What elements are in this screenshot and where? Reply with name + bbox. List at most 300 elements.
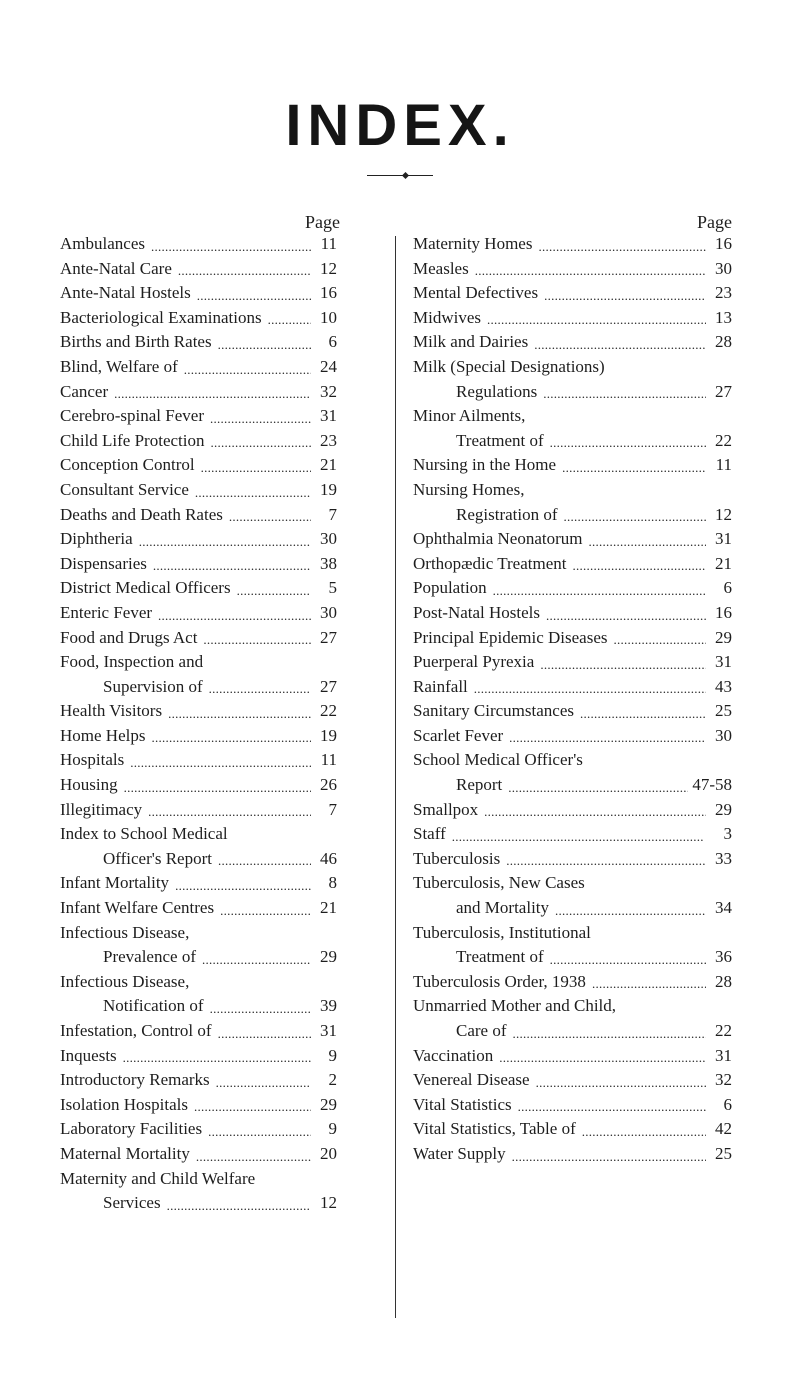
leader-dots <box>531 404 706 429</box>
page-number: 34 <box>715 898 732 918</box>
page-number: 30 <box>715 258 732 278</box>
leader-dots <box>622 994 706 1019</box>
page-number: 16 <box>715 602 732 622</box>
leader-dots <box>582 1117 706 1142</box>
page-number: 6 <box>723 1094 732 1114</box>
leader-dots <box>202 945 311 970</box>
index-entry-continuation <box>60 675 337 700</box>
entry-label: Report <box>456 775 503 795</box>
index-entry <box>60 773 337 798</box>
index-entry <box>413 257 732 282</box>
entry-label: Midwives <box>413 307 481 327</box>
page-number: 28 <box>715 332 732 352</box>
entry-label: Blind, Welfare of <box>60 356 178 376</box>
page-number: 30 <box>715 725 732 745</box>
leader-dots <box>209 675 311 700</box>
leader-dots <box>124 773 311 798</box>
leader-dots <box>475 257 706 282</box>
entry-label: Treatment of <box>456 947 544 967</box>
entry-label: Notification of <box>103 996 204 1016</box>
index-entry <box>413 552 732 577</box>
entry-label: Child Life Protection <box>60 430 205 450</box>
leader-dots <box>543 380 706 405</box>
index-entry <box>413 994 732 1019</box>
entry-label: Vaccination <box>413 1045 494 1065</box>
entry-label: Health Visitors <box>60 701 163 721</box>
index-entry-continuation <box>413 773 732 798</box>
index-entry <box>60 896 337 921</box>
index-entry-continuation <box>60 847 337 872</box>
index-entry <box>60 429 337 454</box>
index-entry <box>413 650 732 675</box>
index-entry <box>60 601 337 626</box>
index-entry <box>60 1167 337 1192</box>
entry-label: Consultant Service <box>60 479 189 499</box>
page-number: 7 <box>328 504 337 524</box>
index-entry-continuation <box>60 994 337 1019</box>
leader-dots <box>513 1019 706 1044</box>
index-entry-continuation <box>413 945 732 970</box>
page-number: 19 <box>320 479 337 499</box>
index-entry <box>60 281 337 306</box>
page-number: 22 <box>320 701 337 721</box>
leader-dots <box>512 1142 706 1167</box>
page-number: 9 <box>328 1119 337 1139</box>
entry-label: Cerebro-spinal Fever <box>60 406 204 426</box>
leader-dots <box>210 994 311 1019</box>
entry-label: and Mortality <box>456 898 550 918</box>
entry-label: Inquests <box>60 1045 117 1065</box>
index-entry <box>60 232 337 257</box>
index-entry-continuation <box>60 945 337 970</box>
index-entry <box>413 330 732 355</box>
page-number: 31 <box>715 529 732 549</box>
leader-dots <box>167 1191 311 1216</box>
leader-dots <box>229 503 311 528</box>
leader-dots <box>130 748 311 773</box>
index-entry <box>413 699 732 724</box>
index-entry <box>60 748 337 773</box>
index-entry <box>413 822 732 847</box>
entry-label: Mental Defectives <box>413 283 539 303</box>
entry-label: Orthopædic Treatment <box>413 553 567 573</box>
entry-label: Principal Epidemic Diseases <box>413 627 608 647</box>
index-entry <box>413 626 732 651</box>
page-number: 27 <box>320 676 337 696</box>
index-entry <box>413 871 732 896</box>
entry-label: Smallpox <box>413 799 479 819</box>
page-number: 12 <box>320 258 337 278</box>
leader-dots <box>168 699 311 724</box>
leader-dots <box>148 798 311 823</box>
leader-dots <box>474 675 706 700</box>
leader-dots <box>555 896 706 921</box>
leader-dots <box>580 699 706 724</box>
index-entry <box>413 921 732 946</box>
entry-label: Tuberculosis, Institutional <box>413 922 591 942</box>
entry-label: Dispensaries <box>60 553 147 573</box>
leader-dots <box>218 847 311 872</box>
entry-label: Regulations <box>456 381 538 401</box>
index-entry <box>60 355 337 380</box>
page-number: 23 <box>320 430 337 450</box>
leader-dots <box>508 773 688 798</box>
page-number: 13 <box>715 307 732 327</box>
index-entry <box>60 306 337 331</box>
leader-dots <box>218 330 311 355</box>
index-entry <box>60 1044 337 1069</box>
page-number: 43 <box>715 676 732 696</box>
leader-dots <box>487 306 706 331</box>
index-entry <box>413 478 732 503</box>
page-number: 25 <box>715 1143 732 1163</box>
entry-label: Nursing in the Home <box>413 455 557 475</box>
index-entry <box>413 1142 732 1167</box>
leader-dots <box>158 601 311 626</box>
entry-label: Cancer <box>60 381 109 401</box>
page-number: 25 <box>715 701 732 721</box>
entry-label: Maternity Homes <box>413 234 533 253</box>
page-number: 23 <box>715 283 732 303</box>
entry-label: Care of <box>456 1021 507 1040</box>
leader-dots <box>195 921 311 946</box>
page-number: 30 <box>320 529 337 549</box>
leader-dots <box>216 1068 311 1093</box>
index-entry <box>413 748 732 773</box>
leader-dots <box>151 724 311 749</box>
leader-dots <box>562 453 706 478</box>
entry-label: Hospitals <box>60 750 125 770</box>
entry-label: Laboratory Facilities <box>60 1119 203 1139</box>
entry-label: Supervision of <box>103 676 203 696</box>
page-number: 16 <box>715 234 732 253</box>
entry-label: Tuberculosis Order, 1938 <box>413 971 586 991</box>
page-number: 36 <box>715 947 732 967</box>
rule-line <box>367 175 433 176</box>
index-entries-right <box>413 232 732 1167</box>
entry-label: Milk (Special Designations) <box>413 356 605 376</box>
entry-label: Maternal Mortality <box>60 1143 190 1163</box>
leader-dots <box>536 1068 706 1093</box>
entry-label: Ambulances <box>60 234 145 253</box>
leader-dots <box>175 871 311 896</box>
leader-dots <box>611 355 706 380</box>
page-number: 6 <box>328 332 337 352</box>
index-entry <box>413 1068 732 1093</box>
leader-dots <box>506 847 706 872</box>
page-number: 33 <box>715 848 732 868</box>
index-column-left <box>60 212 340 1216</box>
entry-label: Illegitimacy <box>60 799 143 819</box>
page-number: 30 <box>320 602 337 622</box>
leader-dots <box>484 798 706 823</box>
leader-dots <box>591 871 706 896</box>
page-number: 29 <box>715 799 732 819</box>
page-number: 21 <box>320 898 337 918</box>
page-number: 27 <box>320 627 337 647</box>
index-entry <box>60 257 337 282</box>
leader-dots <box>493 576 706 601</box>
entry-label: Officer's Report <box>103 848 212 868</box>
leader-dots <box>550 429 706 454</box>
index-entry <box>60 1117 337 1142</box>
entry-label: Treatment of <box>456 430 544 450</box>
page-number: 11 <box>320 234 337 253</box>
entry-label: Bacteriological Examinations <box>60 307 262 327</box>
entry-label: Infectious Disease, <box>60 922 190 942</box>
leader-dots <box>540 650 706 675</box>
entry-label: Staff <box>413 824 446 844</box>
page-column-heading <box>60 212 340 232</box>
leader-dots <box>564 503 706 528</box>
index-entry <box>60 453 337 478</box>
index-entry <box>60 380 337 405</box>
page-number: 2 <box>328 1070 337 1090</box>
entry-label: Scarlet Fever <box>413 725 504 745</box>
index-entry-continuation <box>60 1191 337 1216</box>
entry-label: Ophthalmia Neonatorum <box>413 529 583 549</box>
page-number: 20 <box>320 1143 337 1163</box>
index-entry <box>60 576 337 601</box>
index-entry <box>413 527 732 552</box>
page-number: 29 <box>320 947 337 967</box>
entry-label: Prevalence of <box>103 947 196 967</box>
index-entry <box>60 552 337 577</box>
entry-label: Nursing Homes, <box>413 479 525 499</box>
entry-label: Housing <box>60 775 118 795</box>
index-entry <box>413 724 732 749</box>
leader-dots <box>210 404 311 429</box>
index-entry <box>60 921 337 946</box>
page-number: 27 <box>715 381 732 401</box>
index-entry <box>413 601 732 626</box>
index-entry <box>60 798 337 823</box>
entry-label: School Medical Officer's <box>413 750 583 770</box>
entry-label: Food, Inspection and <box>60 652 204 672</box>
page-number: 47-58 <box>692 775 732 795</box>
leader-dots <box>592 970 706 995</box>
page-number: 22 <box>715 430 732 450</box>
page-number: 16 <box>320 283 337 303</box>
leader-dots <box>237 576 311 601</box>
entry-label: Home Helps <box>60 725 146 745</box>
index-title: INDEX. <box>285 93 515 158</box>
index-entry <box>60 871 337 896</box>
leader-dots <box>261 1167 311 1192</box>
page-number: 46 <box>320 848 337 868</box>
leader-dots <box>139 527 311 552</box>
index-entry-continuation <box>413 896 732 921</box>
page-number: 32 <box>715 1070 732 1090</box>
entry-label: Infant Welfare Centres <box>60 898 215 918</box>
leader-dots <box>597 921 706 946</box>
index-entry <box>413 1093 732 1118</box>
entry-label: Infestation, Control of <box>60 1021 212 1040</box>
index-entry <box>413 453 732 478</box>
page-number: 21 <box>320 455 337 475</box>
page-number: 21 <box>715 553 732 573</box>
entry-label: Post-Natal Hostels <box>413 602 541 622</box>
entry-label: Water Supply <box>413 1143 506 1163</box>
page-number: 31 <box>320 1021 337 1040</box>
index-entry <box>60 626 337 651</box>
leader-dots <box>589 527 707 552</box>
page-number: 31 <box>715 652 732 672</box>
index-entry <box>413 306 732 331</box>
index-entry <box>413 675 732 700</box>
page-column-heading <box>413 212 732 232</box>
page-number: 29 <box>320 1094 337 1114</box>
leader-dots <box>178 257 311 282</box>
page-number: 12 <box>715 504 732 524</box>
entry-label: Tuberculosis, New Cases <box>413 873 585 893</box>
entry-label: Infant Mortality <box>60 873 170 893</box>
page-number: 31 <box>715 1045 732 1065</box>
page-number: 7 <box>328 799 337 819</box>
index-entry <box>60 699 337 724</box>
leader-dots <box>197 281 311 306</box>
entry-label: Tuberculosis <box>413 848 501 868</box>
index-entry <box>413 355 732 380</box>
leader-dots <box>550 945 706 970</box>
entry-label: Conception Control <box>60 455 195 475</box>
index-entry-continuation <box>413 1019 732 1044</box>
entry-label: Vital Statistics <box>413 1094 512 1114</box>
index-entry <box>60 1142 337 1167</box>
page-number: 24 <box>320 356 337 376</box>
index-entry <box>60 1019 337 1044</box>
entry-label: Minor Ailments, <box>413 406 526 426</box>
entry-label: Measles <box>413 258 469 278</box>
index-entry <box>60 822 337 847</box>
entry-label: Index to School Medical <box>60 824 228 844</box>
entry-label: Births and Birth Rates <box>60 332 212 352</box>
page-number: 8 <box>328 873 337 893</box>
leader-dots <box>194 1093 311 1118</box>
index-entry <box>413 847 732 872</box>
index-entry <box>60 503 337 528</box>
index-entry <box>60 724 337 749</box>
entry-label: Unmarried Mother and Child, <box>413 996 617 1016</box>
leader-dots <box>518 1093 706 1118</box>
index-entry <box>60 404 337 429</box>
page-number: 39 <box>320 996 337 1016</box>
entry-label: Milk and Dairies <box>413 332 529 352</box>
leader-dots <box>195 478 311 503</box>
index-entry <box>60 650 337 675</box>
leader-dots <box>195 970 311 995</box>
entry-label: Services <box>103 1193 161 1213</box>
index-column-right <box>413 212 732 1167</box>
entry-label: Population <box>413 578 487 598</box>
index-entry <box>60 527 337 552</box>
entry-label: Deaths and Death Rates <box>60 504 223 524</box>
page-number: 22 <box>715 1021 732 1040</box>
leader-dots <box>452 822 706 847</box>
page-number: 38 <box>320 553 337 573</box>
leader-dots <box>544 281 706 306</box>
leader-dots <box>153 552 311 577</box>
leader-dots <box>534 330 706 355</box>
index-entry-continuation <box>413 380 732 405</box>
leader-dots <box>220 896 311 921</box>
index-entry <box>413 1044 732 1069</box>
leader-dots <box>614 626 706 651</box>
leader-dots <box>208 1117 311 1142</box>
entry-label: Enteric Fever <box>60 602 153 622</box>
leader-dots <box>196 1142 311 1167</box>
page-heading-label: Page <box>697 212 732 232</box>
leader-dots <box>209 650 311 675</box>
page-number: 29 <box>715 627 732 647</box>
entry-label: Vital Statistics, Table of <box>413 1119 576 1139</box>
leader-dots <box>499 1044 706 1069</box>
page-number: 11 <box>715 455 732 475</box>
entry-label: Ante-Natal Care <box>60 258 172 278</box>
page-number: 42 <box>715 1119 732 1139</box>
leader-dots <box>218 1019 311 1044</box>
index-entry <box>413 281 732 306</box>
leader-dots <box>201 453 311 478</box>
index-entry <box>413 798 732 823</box>
index-entry <box>60 1068 337 1093</box>
entry-label: Venereal Disease <box>413 1070 530 1090</box>
index-entry <box>413 576 732 601</box>
leader-dots <box>210 429 311 454</box>
entry-label: Maternity and Child Welfare <box>60 1168 256 1188</box>
diamond-ornament-icon <box>402 172 409 179</box>
entry-label: Infectious Disease, <box>60 971 190 991</box>
leader-dots <box>530 478 706 503</box>
index-entry <box>413 404 732 429</box>
entry-label: Food and Drugs Act <box>60 627 198 647</box>
index-entry-continuation <box>413 429 732 454</box>
leader-dots <box>123 1044 311 1069</box>
leader-dots <box>114 380 311 405</box>
index-entry <box>60 970 337 995</box>
leader-dots <box>234 822 311 847</box>
index-entry <box>60 1093 337 1118</box>
entry-label: Ante-Natal Hostels <box>60 283 191 303</box>
entry-label: Isolation Hospitals <box>60 1094 188 1114</box>
page-number: 32 <box>320 381 337 401</box>
entry-label: Puerperal Pyrexia <box>413 652 535 672</box>
leader-dots <box>589 748 706 773</box>
index-entry-continuation <box>413 503 732 528</box>
page-number: 31 <box>320 406 337 426</box>
index-entry <box>413 232 732 257</box>
index-entry <box>413 970 732 995</box>
page-number: 6 <box>723 578 732 598</box>
index-entries-left <box>60 232 337 1216</box>
index-entry <box>60 330 337 355</box>
leader-dots <box>151 232 311 257</box>
leader-dots <box>203 626 311 651</box>
entry-label: Sanitary Circumstances <box>413 701 574 721</box>
leader-dots <box>184 355 311 380</box>
leader-dots <box>572 552 706 577</box>
page-number: 11 <box>320 750 337 770</box>
page-number: 19 <box>320 725 337 745</box>
index-entry <box>413 1117 732 1142</box>
leader-dots <box>538 232 706 257</box>
page-number: 28 <box>715 971 732 991</box>
page-heading-label: Page <box>305 212 340 232</box>
entry-label: Diphtheria <box>60 529 133 549</box>
index-entry <box>60 478 337 503</box>
ornamental-rule <box>367 172 433 180</box>
page-number: 26 <box>320 775 337 795</box>
